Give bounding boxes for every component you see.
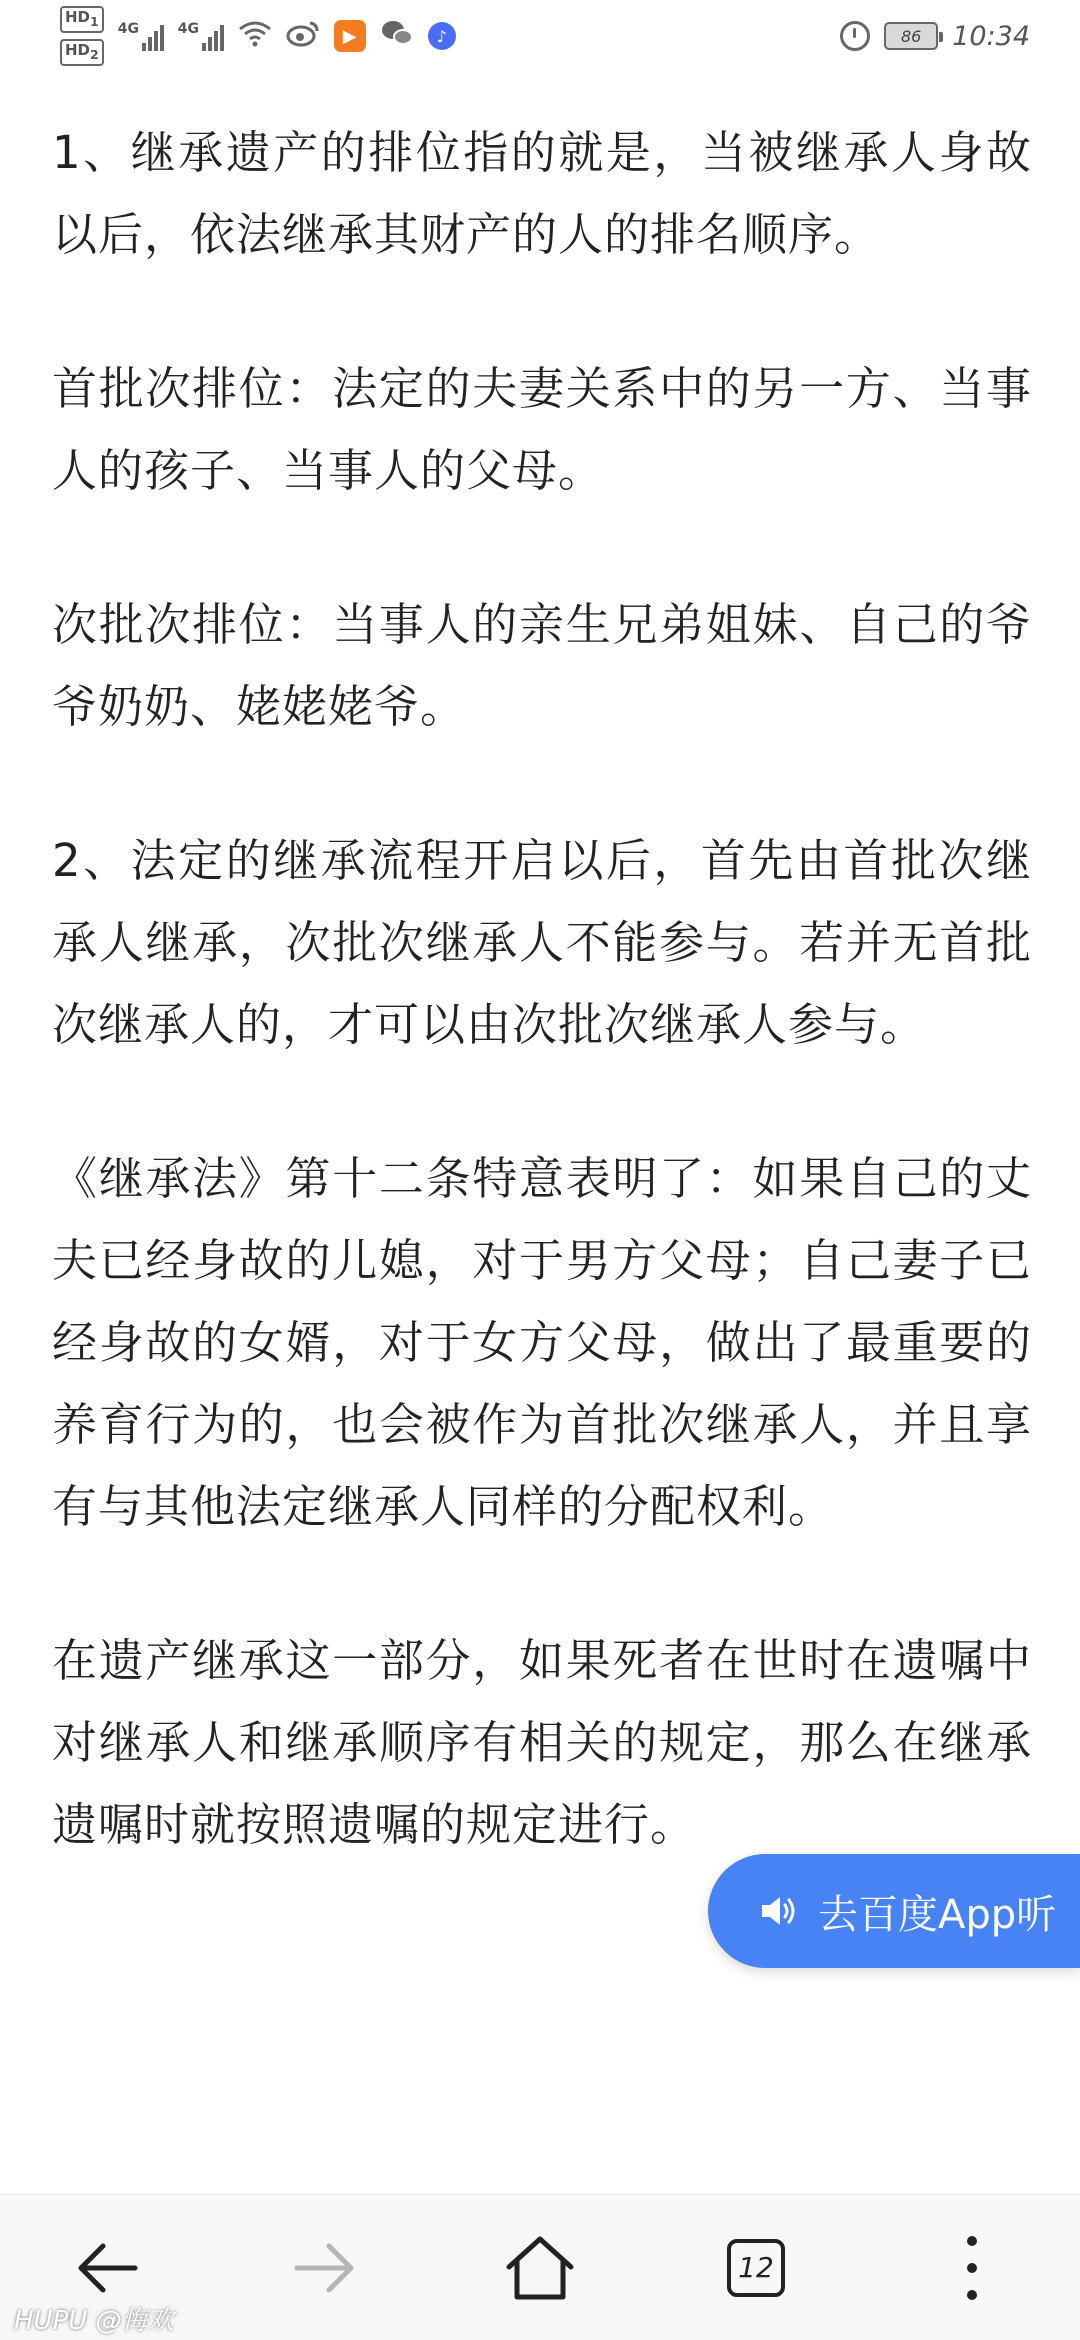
- more-vertical-icon: [962, 2233, 982, 2303]
- play-app-icon: ▶: [334, 20, 366, 52]
- arrow-left-icon: [73, 2238, 143, 2298]
- article-paragraph: 2、法定的继承流程开启以后，首先由首批次继承人继承，次批次继承人不能参与。若并无首批次继承人的，才可以由次批次继承人参与。: [52, 834, 1032, 1051]
- music-icon: ♪: [428, 22, 456, 50]
- forward-button[interactable]: [269, 2213, 379, 2323]
- article-paragraph: 次批次排位：当事人的亲生兄弟姐妹、自己的爷爷奶奶、姥姥姥爷。: [52, 598, 1032, 733]
- arrow-right-icon: [289, 2238, 359, 2298]
- hd1-badge: $HD_1$: [60, 6, 104, 33]
- speaker-icon: [756, 1889, 800, 1933]
- signal1-icon: 4G: [118, 21, 164, 51]
- hd2-badge: $HD_2$: [60, 39, 104, 66]
- article-paragraph: 1、继承遗产的排位指的就是，当被继承人身故以后，依法继承其财产的人的排名顺序。: [52, 126, 1032, 261]
- tab-count: 12: [727, 2239, 785, 2297]
- signal2-icon: 4G: [178, 21, 224, 51]
- status-bar: [0, 0, 1080, 72]
- article-paragraph: 首批次排位：法定的夫妻关系中的另一方、当事人的孩子、当事人的父母。: [52, 362, 1032, 497]
- watermark: HUPU @悔欢: [14, 2306, 174, 2336]
- alarm-icon: [840, 21, 870, 51]
- battery-indicator: 86: [884, 22, 938, 50]
- weibo-icon: [286, 19, 320, 54]
- article-paragraph: 在遗产继承这一部分，如果死者在世时在遗嘱中对继承人和继承顺序有相关的规定，那么在继承遗嘱时就按照遗嘱的规定进行。: [52, 1634, 1032, 1851]
- listen-button-label: 去百度App听: [818, 1891, 1057, 1938]
- wechat-icon: [380, 19, 414, 54]
- tabs-button[interactable]: [701, 2213, 811, 2323]
- article-body: [52, 112, 1032, 1938]
- menu-button[interactable]: [917, 2213, 1027, 2323]
- status-right: [840, 21, 1030, 52]
- home-icon: [503, 2233, 577, 2303]
- wifi-icon: [238, 19, 272, 54]
- status-left: [60, 6, 456, 66]
- status-time: 10:34: [952, 20, 1030, 52]
- home-button[interactable]: [485, 2213, 595, 2323]
- listen-in-app-button[interactable]: [708, 1854, 1080, 1968]
- hd-indicators: [60, 6, 104, 66]
- article-paragraph: 《继承法》第十二条特意表明了：如果自己的丈夫已经身故的儿媳，对于男方父母；自己妻子已经身故的女婿，对于女方父母，做出了最重要的养育行为的，也会被作为首批次继承人，并且享有与其他法定继承人同样的分配权利。: [52, 1152, 1032, 1533]
